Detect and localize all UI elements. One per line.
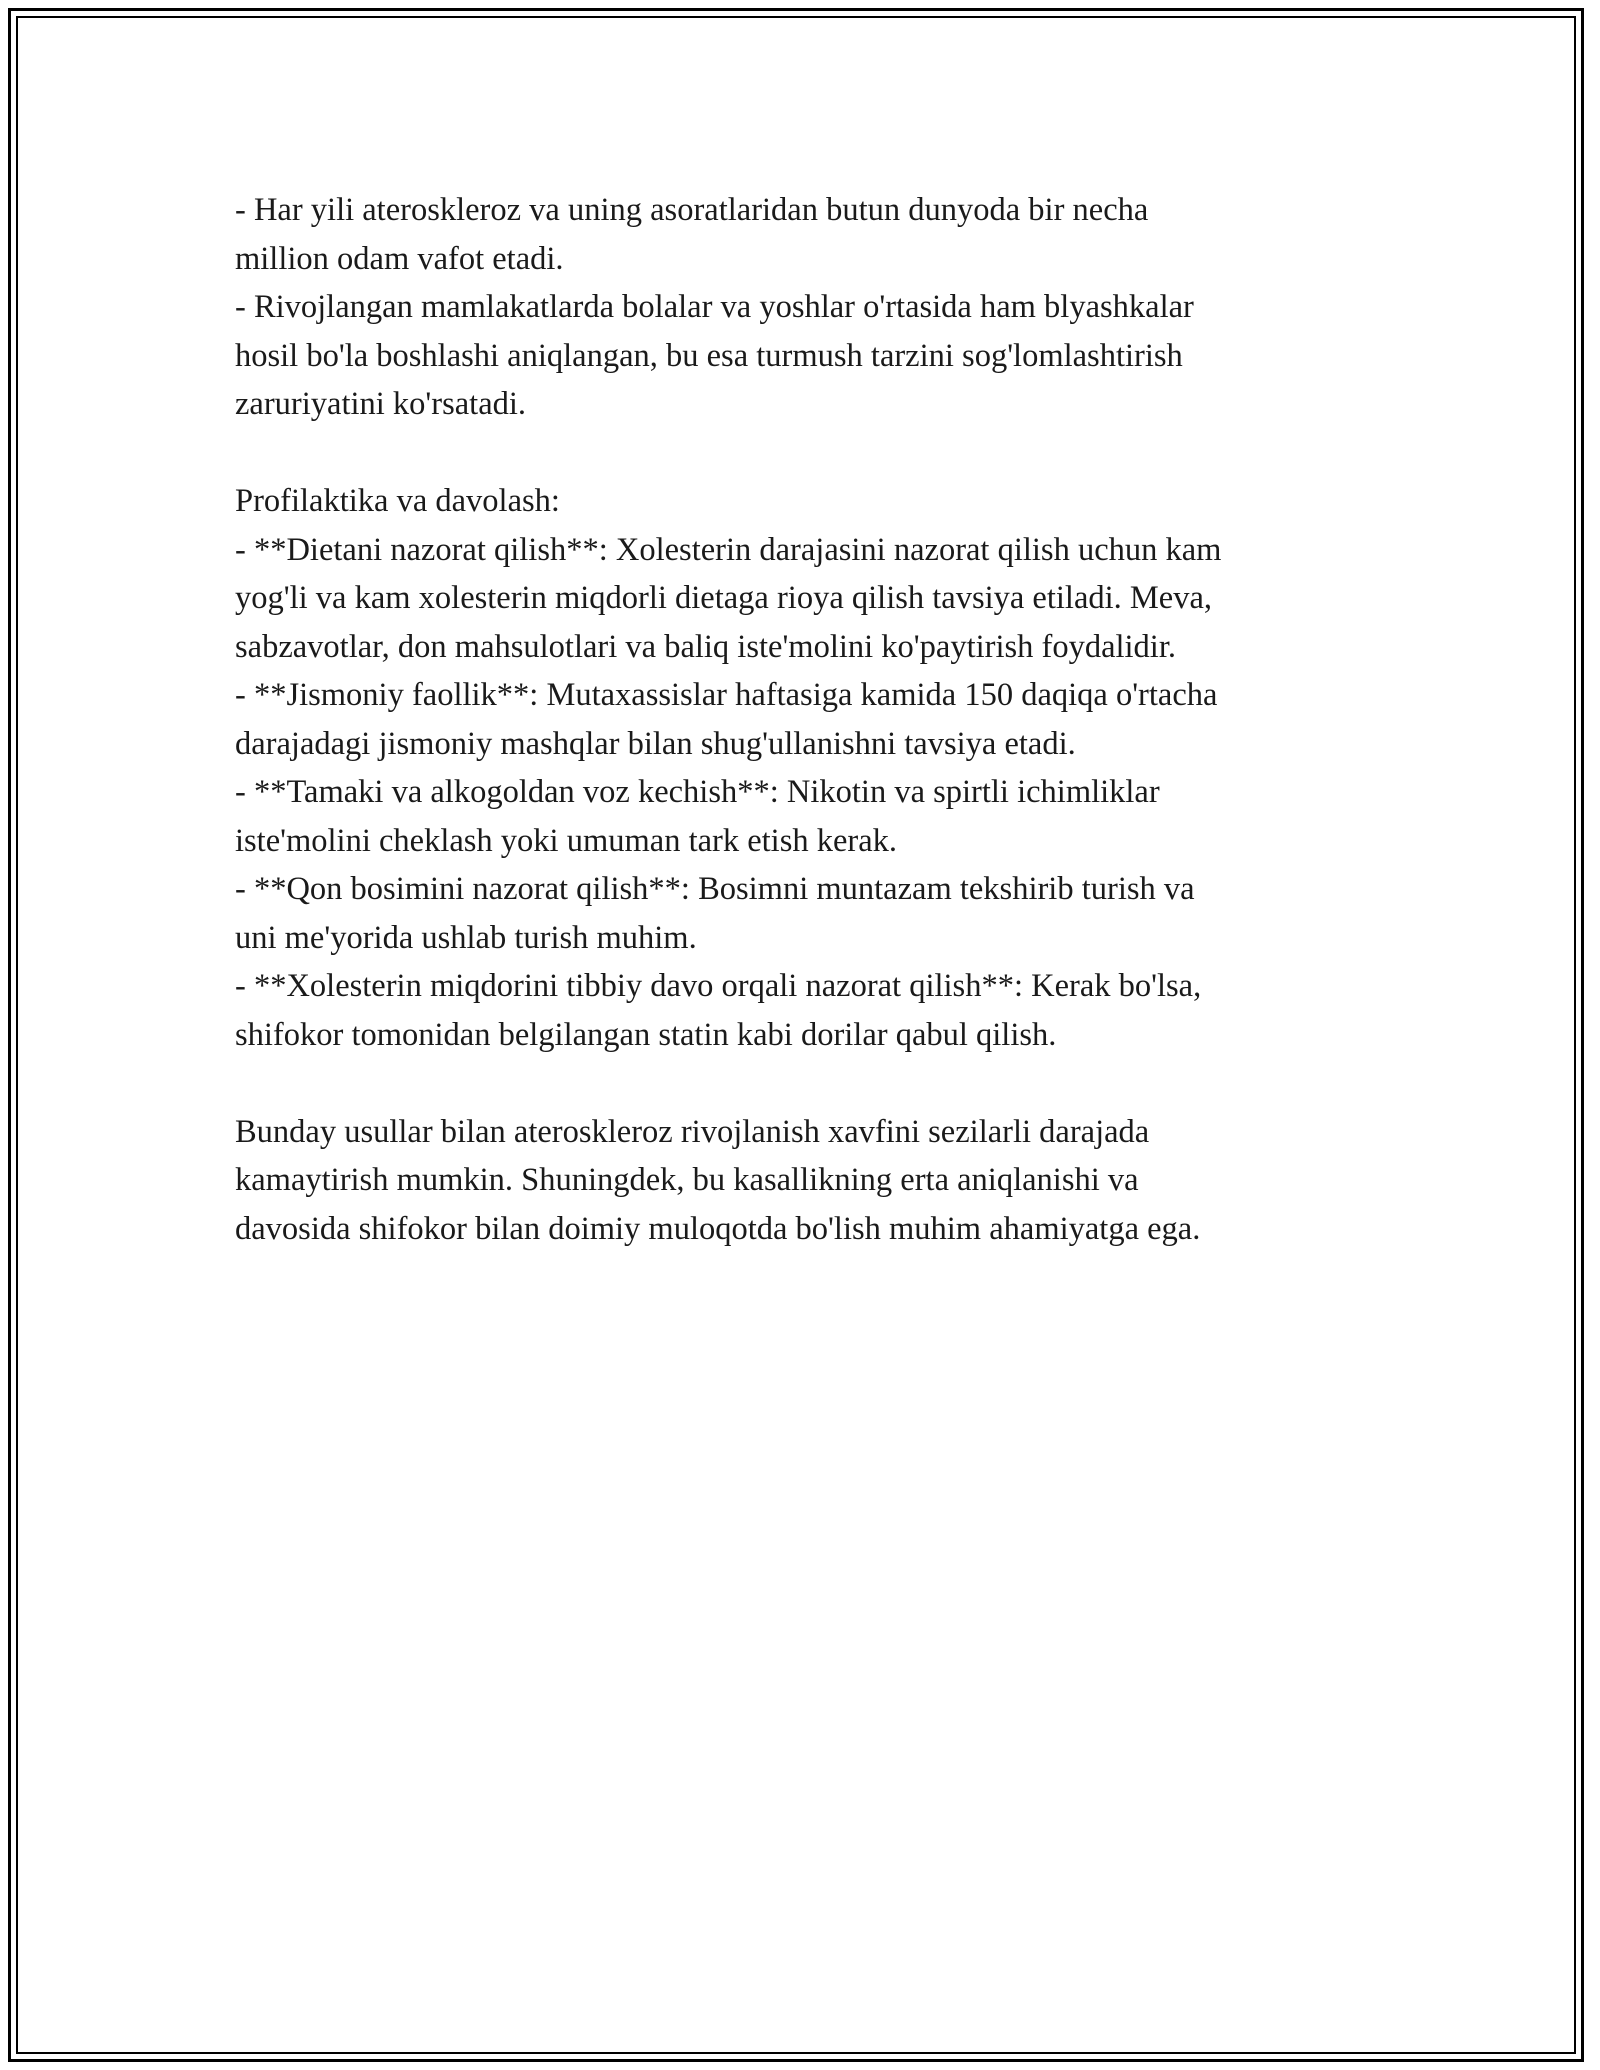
text-line: kamaytirish mumkin. Shuningdek, bu kasallikning erta aniqlanishi va (235, 1162, 1139, 1198)
text-line: - **Jismoniy faollik**: Mutaxassislar haftasiga kamida 150 daqiqa o'rtacha (235, 677, 1218, 713)
text-line: davosida shifokor bilan doimiy muloqotda bo'lish muhim ahamiyatga ega. (235, 1210, 1201, 1247)
paragraph-spacer (235, 429, 1415, 478)
text-line: iste'molini cheklash yoki umuman tark etish kerak. (235, 822, 898, 859)
text-line: - Rivojlangan mamlakatlarda bolalar va yoshlar o'rtasida ham blyashkalar (235, 289, 1194, 325)
text-line: million odam vafot etadi. (235, 240, 564, 277)
text-line: sabzavotlar, don mahsulotlari va baliq iste'molini ko'paytirish foydalidir. (235, 628, 1176, 665)
text-line: Bunday usullar bilan ateroskleroz rivojlanish xavfini sezilarli darajada (235, 1113, 1150, 1150)
text-line: uni me'yorida ushlab turish muhim. (235, 919, 697, 956)
paragraph-spacer (235, 1059, 1415, 1108)
text-line: - **Qon bosimini nazorat qilish**: Bosimni muntazam tekshirib turish va (235, 871, 1195, 907)
text-line: shifokor tomonidan belgilangan statin kabi dorilar qabul qilish. (235, 1016, 1057, 1053)
statistics-paragraph (235, 186, 1415, 429)
text-line: - **Dietani nazorat qilish**: Xolesterin darajasini nazorat qilish uchun kam (235, 531, 1222, 568)
conclusion-paragraph (235, 1108, 1415, 1254)
text-line: - Har yili ateroskleroz va uning asoratlaridan butun dunyoda bir necha (235, 192, 1149, 228)
text-line: yog'li va kam xolesterin miqdorli dietaga rioya qilish tavsiya etiladi. Meva, (235, 580, 1213, 616)
document-body (235, 186, 1415, 1253)
section-heading: Profilaktika va davolash: (235, 483, 560, 519)
text-line: hosil bo'la boshlashi aniqlangan, bu esa turmush tarzini sog'lomlashtirish (235, 337, 1183, 374)
text-line: zaruriyatini ko'rsatadi. (235, 386, 527, 422)
text-line: - **Xolesterin miqdorini tibbiy davo orqali nazorat qilish**: Kerak bo'lsa, (235, 968, 1202, 1004)
prevention-section (235, 477, 1415, 1059)
text-line: - **Tamaki va alkogoldan voz kechish**: Nikotin va spirtli ichimliklar (235, 774, 1160, 810)
text-line: darajadagi jismoniy mashqlar bilan shug'ullanishni tavsiya etadi. (235, 725, 1076, 762)
